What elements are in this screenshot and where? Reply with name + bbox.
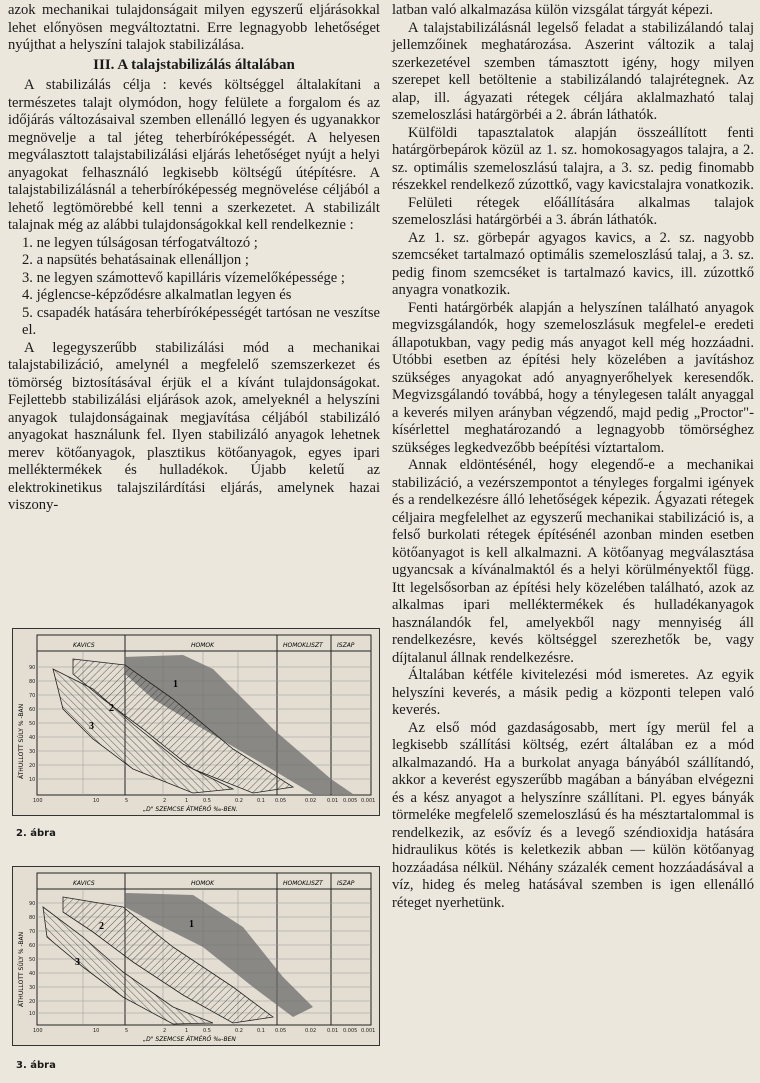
zone-label: KAVICS <box>73 642 95 649</box>
x-tick: 0.01 <box>327 798 339 804</box>
zone-label: ISZAP <box>337 880 355 887</box>
x-tick: 10 <box>93 798 100 804</box>
zone-label: HOMOKLISZT <box>283 880 323 887</box>
zone-label: ISZAP <box>337 642 355 649</box>
x-tick: 0.1 <box>257 1028 265 1034</box>
requirements-list <box>8 235 380 340</box>
curve-label: 2 <box>99 921 104 932</box>
y-tick: 20 <box>29 999 36 1005</box>
y-axis-label: ÁTHULLOTT SÚLY % -BAN <box>18 931 25 1007</box>
x-tick: 2 <box>163 1028 167 1034</box>
y-tick: 30 <box>29 749 36 755</box>
y-tick: 10 <box>29 777 36 783</box>
x-tick: 100 <box>33 1028 43 1034</box>
y-tick: 40 <box>29 735 36 741</box>
curve-label: 2 <box>109 703 114 714</box>
figure-3-svg <box>13 867 379 1045</box>
paragraph: A talajstabilizálásnál legelső feladat a stabilizálandó talaj jellemzőinek meghatározása. Aszerint változik a talaj szerkezetével szemben támasztott igény, hogy milyen szerepet kell betöltenie a stabilizálandó talajrétegnek. Az alap, ill. ágyazati rétegek céljára aklalmazható talaj szemeloszlási határgörbéi a 2. ábrán láthatók. <box>392 19 754 123</box>
zone-label: HOMOKLISZT <box>283 642 323 649</box>
y-tick: 90 <box>29 901 36 907</box>
y-tick: 50 <box>29 721 36 727</box>
x-axis-label: „D" SZEMCSE ÁTMÉRŐ ‰-BEN. <box>143 806 238 813</box>
y-tick: 20 <box>29 763 36 769</box>
y-tick: 40 <box>29 971 36 977</box>
left-column <box>8 2 380 515</box>
curve-label: 3 <box>89 721 94 732</box>
x-tick: 0.02 <box>305 798 317 804</box>
x-tick: 1 <box>185 798 189 804</box>
list-item: 4. jéglencse-képződésre alkalmatlan legyen és <box>22 287 292 303</box>
y-tick: 90 <box>29 665 36 671</box>
curve-label: 1 <box>189 919 194 930</box>
figure-2-grading-chart <box>12 628 380 816</box>
y-tick: 70 <box>29 693 36 699</box>
list-item: 5. csapadék hatására teherbíróképességét tartósan ne veszítse el. <box>22 304 380 338</box>
x-tick: 5 <box>125 798 129 804</box>
x-tick: 100 <box>33 798 43 804</box>
paragraph: latban való alkalmazása külön vizsgálat tárgyát képezi. <box>392 2 714 18</box>
x-tick: 0.5 <box>203 798 211 804</box>
paragraph: Felületi rétegek előállítására alkalmas talajok szemeloszlási határgörbéi a 3. ábrán láthatók. <box>392 194 754 228</box>
x-tick: 0.01 <box>327 1028 339 1034</box>
paragraph: azok mechanikai tulajdonságait milyen egyszerű eljárásokkal lehet előnyösen megváltoztatni. Erre legnagyobb lehetőséget nyújthat a helyszíni talajok stabilizálása. <box>8 2 380 53</box>
zone-label: HOMOK <box>191 880 215 887</box>
figure-2-caption: 2. ábra <box>16 828 56 839</box>
paragraph: Az 1. sz. görbepár agyagos kavics, a 2. sz. nagyobb szemcséket tartalmazó optimális szemeloszlású talaj, a 3. sz. pedig finom szemcséket is tartalmazó kavics, ill. zúzottkő anyagra vonatkozik. <box>392 229 754 298</box>
list-item: 3. ne legyen számottevő kapilláris vízemelőképessége ; <box>22 269 345 286</box>
x-tick: 5 <box>125 1028 129 1034</box>
paragraph: Annak eldöntésénél, hogy elegendő-e a mechanikai stabilizáció, a vezérszempontot a tényleges forgalmi igények és a rendelkezésre álló lehetőségek képezik. Ágyazati rétegek céljaira megfelelhet az egyszerű mechanikai stabilizáció is, a felső burkolati rétegek építésénél azonban minden esetben kötőanyagot is kell alkalmazni. A kötőanyag megválasztása ugyancsak a kívánalmaktól és a helyi körülményektől függ. Itt legelsősorban az építési hely közelében található, azok az alkalmas ipari melléktermékek és hulladékanyagok használandók fel, amelyekből nagy mennyiség áll rendelkezésre, kevés költséggel szerezhetők be, vagy díjtalanul állnak rendelkezésre. <box>392 457 754 666</box>
x-tick: 2 <box>163 798 167 804</box>
x-tick: 0.2 <box>235 1028 243 1034</box>
x-tick: 0.5 <box>203 1028 211 1034</box>
paragraph: Az első mód gazdaságosabb, mert így merül fel a legkisebb szállítási költség, ezért általában ez a mód alkalmazandó. Ha a burkolat anyaga bányából szállítandó, akkor a keverést egyszerűbb magában a bányában elvégezni és a kész anyagot a helyszínre szállítani. Pl. egyes bányák törmeléke megfelelő szemeloszlású és ha mésztartalommal is rendelkezik, az esővíz és a levegő széndioxidja hatására hidraulikus kötés is keletkezik abban — külön kötőanyag hozzáadása nélkül. Néhány százalék cement hozzáadásával a víz, hideg és meleg hatásával szemben is igen ellenálló réteget nyerhetünk. <box>392 719 754 911</box>
x-tick: 0.05 <box>275 1028 287 1034</box>
figure-2-svg <box>13 629 379 815</box>
curve-label: 1 <box>173 679 178 690</box>
y-tick: 10 <box>29 1011 36 1017</box>
y-axis-label: ÁTHULLOTT SÚLY % -BAN <box>18 703 25 779</box>
figure-3-grading-chart <box>12 866 380 1046</box>
zone-label: HOMOK <box>191 642 215 649</box>
y-tick: 80 <box>29 679 36 685</box>
y-tick: 70 <box>29 929 36 935</box>
y-tick: 60 <box>29 707 36 713</box>
right-column <box>392 2 754 912</box>
paragraph: Külföldi tapasztalatok alapján összeállított fenti határgörbepárok közül az 1. sz. homokosagyagos talajra, a 2. sz. optimális szemeloszlású talajra, a 3. sz. pedig finomabb részekkel rendelkező zúzottkő, vagy kavicstalajra vonatkozik. <box>392 124 754 193</box>
x-tick: 0.2 <box>235 798 243 804</box>
y-tick: 30 <box>29 985 36 991</box>
x-tick: 0.005 <box>343 798 358 804</box>
y-tick: 60 <box>29 943 36 949</box>
paragraph: A legegyszerűbb stabilizálási mód a mechanikai talajstabilizáció, amelynél a megfelelő szemszerkezet és tömörség biztosításával érjük el a kívánt tulajdonságokat. Fejlettebb stabilizálási eljárások azok, amelyeknél a helyszíni anyagok tulajdonságainak megjavítása céljából stabilizáló anyagokat használunk fel. Ilyen stabilizáló anyagok lehetnek merev kötőanyagok, plasztikus kötőanyagok, egyes ipari melléktermékek és hulladékok. Újabb keletű az elektrokinetikus talajszilárdítási eljárás, amelynek hazai viszony- <box>8 339 380 513</box>
section-heading: III. A talajstabilizálás általában <box>93 56 295 73</box>
curve-label: 3 <box>75 957 80 968</box>
y-tick: 80 <box>29 915 36 921</box>
x-tick: 0.02 <box>305 1028 317 1034</box>
zone-label: KAVICS <box>73 880 95 887</box>
paragraph: Fenti határgörbék alapján a helyszínen található anyagok megvizsgálandók, hogy szemeloszlásuk megfelel-e eredeti állapotukban, vagy pedig más anyagot kell még hozzáadni. Utóbbi esetben az építési hely közelében a javításhoz szükséges anyagokat adó anyagnyerőhelyek keresendők. Megvizsgálandó továbbá, hogy a ténylegesen talált anyaggal a keverés milyen arányban végzendő, majd pedig „Proctor"-kísérlettel meghatározandó a legnagyobb tömörséghez szükséges legkedvezőbb beépítési víztartalom. <box>392 299 754 456</box>
list-item: 2. a napsütés behatásainak ellenálljon ; <box>22 252 249 268</box>
x-tick: 0.05 <box>275 798 287 804</box>
x-tick: 1 <box>185 1028 189 1034</box>
paragraph: A stabilizálás célja : kevés költséggel általakítani a természetes talajt olymódon, hogy felülete a forgalom és az időjárás változásaival szemben ellenálló legyen és ugyanakkor megnövelje a tal jéteg teherbíróképességét. A helyesen megválasztott talajstabilizálási eljárás lehetőséget nyújt a helyi anyagokat felhasználó legkisebb költségű útépítésre. A talajstabilizálásnál a teherbíróképesség megnövelése céljából a lehető legtömörebbé kell tenni a szerkezetet. A stabilizált talajnak még az alábbi tulajdonságokkal kell rendelkeznie : <box>8 77 380 233</box>
figure-3-caption: 3. ábra <box>16 1060 56 1071</box>
x-axis-label: „D" SZEMCSE ÁTMÉRŐ ‰-BEN <box>143 1036 236 1043</box>
paragraph: Általában kétféle kivitelezési mód ismeretes. Az egyik helyszíni keverés, a másik pedig a központi telepen való keverés. <box>392 667 754 718</box>
list-item: 1. ne legyen túlságosan térfogatváltozó ; <box>22 234 258 251</box>
x-tick: 0.005 <box>343 1028 358 1034</box>
y-tick: 50 <box>29 957 36 963</box>
x-tick: 0.001 <box>361 1028 376 1034</box>
x-tick: 10 <box>93 1028 100 1034</box>
x-tick: 0.1 <box>257 798 265 804</box>
x-tick: 0.001 <box>361 798 376 804</box>
